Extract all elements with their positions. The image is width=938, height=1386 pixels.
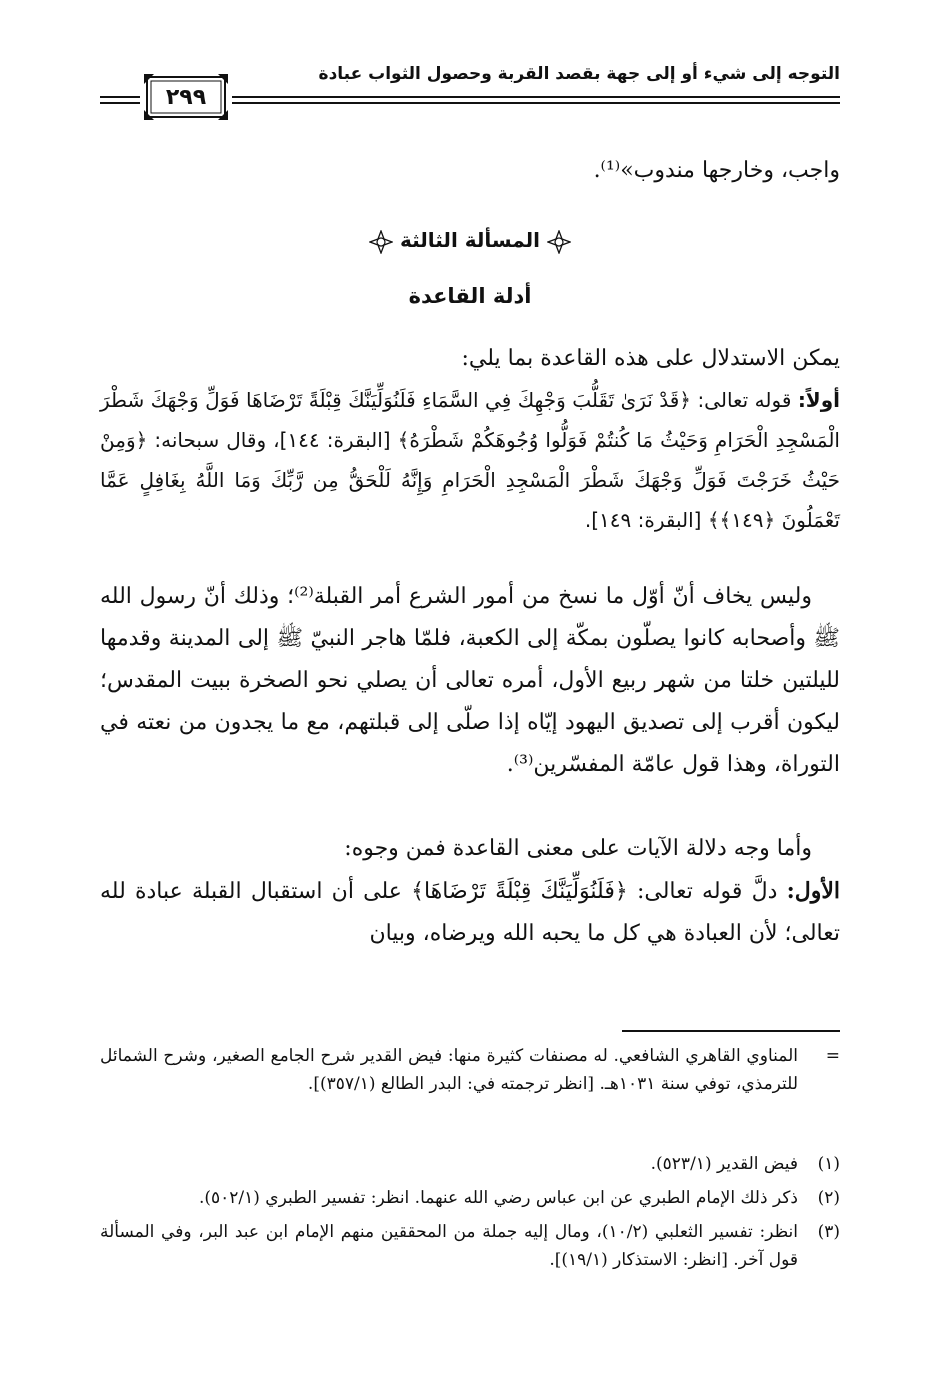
footnote-text: المناوي القاهري الشافعي. له مصنفات كثيرة منها: فيض القدير شرح الجامع الصغير، وشرح الشمائل للترمذي، توفي سنة ١٠٣١هـ. [انظر ترجمته في: البدر الطالع (٣٥٧/١)].	[100, 1046, 798, 1094]
footnote-continued	[100, 1042, 840, 1128]
header-rule	[100, 96, 140, 98]
page-number-frame	[144, 74, 228, 120]
section-title: المسألة الثالثة	[399, 228, 541, 252]
continued-line	[100, 150, 840, 194]
footnote-item	[100, 1150, 840, 1180]
first-label: أولاً:	[797, 388, 840, 412]
intro-paragraph: يمكن الاستدلال على هذه القاعدة بما يلي:	[461, 346, 840, 371]
footnote-mark: (٣)	[817, 1222, 840, 1242]
footnote-mark: =	[825, 1046, 840, 1066]
footnote-divider	[622, 1030, 840, 1032]
main-text	[100, 338, 840, 988]
page-number: ٢٩٩	[165, 84, 207, 110]
header-rule	[232, 102, 840, 104]
section-subtitle: أدلة القاعدة	[408, 284, 532, 308]
first-evidence-text: قوله تعالى: ﴿قَدْ نَرَىٰ تَقَلُّبَ وَجْهِكَ فِي السَّمَاءِ فَلَنُوَلِّيَنَّكَ قِبْلَةً تَرْضَاهَا فَوَلِّ وَجْهَكَ شَطْرَ الْمَسْجِدِ الْحَرَامِ وَحَيْثُ مَا كُنتُمْ فَوَلُّوا وُجُوهَكُمْ شَطْرَهُ﴾ [البقرة: ١٤٤]، وقال سبحانه: ﴿وَمِنْ حَيْثُ خَرَجْتَ فَوَلِّ وَجْهَكَ شَطْرَ الْمَسْجِدِ الْحَرَامِ وَإِنَّهُ لَلْحَقُّ مِن رَّبِّكَ وَمَا اللَّهُ بِغَافِلٍ عَمَّا تَعْمَلُونَ ﴿١٤٩﴾﴾ [البقرة: ١٤٩].	[100, 388, 840, 532]
footnote-mark: (١)	[817, 1154, 840, 1174]
page-header	[100, 60, 840, 130]
footnote-text: انظر: تفسير الثعلبي (١٠/٢)، ومال إليه جملة من المحققين منهم الإمام ابن عبد البر، وفي المسألة قول آخر. [انظر: الاستذكار (١٩/١)].	[100, 1222, 798, 1270]
footnote-mark: (٢)	[817, 1188, 840, 1208]
first-aspect-paragraph	[100, 870, 840, 955]
first-aspect-text: دلَّ قوله تعالى: ﴿فَلَنُوَلِّيَنَّكَ قِبْلَةً تَرْضَاهَا﴾ على أن استقبال القبلة عبادة لله تعالى؛ لأن العبادة هي كل ما يحبه الله ويرضاه، وبيان	[100, 879, 840, 946]
first-aspect-label: الأول:	[786, 878, 840, 904]
first-evidence-paragraph	[100, 380, 840, 540]
header-rule	[100, 102, 140, 104]
footnote-text: ذكر ذلك الإمام الطبري عن ابن عباس رضي الله عنهما. انظر: تفسير الطبري (٥٠٢/١).	[198, 1188, 798, 1208]
section-heading	[100, 228, 840, 254]
ornament-star-icon	[369, 230, 393, 254]
running-title: التوجه إلى شيء أو إلى جهة بقصد القربة وحصول الثواب عبادة	[318, 64, 840, 84]
top-line: واجب، وخارجها مندوب»⁽¹⁾.	[593, 158, 840, 183]
third-paragraph: وأما وجه دلالة الآيات على معنى القاعدة فمن وجوه:	[344, 836, 812, 861]
footnote-text: فيض القدير (٥٢٣/١).	[650, 1154, 798, 1174]
header-rule	[232, 96, 840, 98]
footnote-item	[100, 1218, 840, 1278]
ornament-star-icon	[547, 230, 571, 254]
second-paragraph: وليس يخاف أنّ أوّل ما نسخ من أمور الشرع أمر القبلة⁽²⁾؛ وذلك أنّ رسول الله ﷺ وأصحابه كانوا يصلّون بمكّة إلى الكعبة، فلمّا هاجر النبيّ ﷺ إلى المدينة وقدمها لليلتين خلتا من شهر ربيع الأول، أمره تعالى أن يصلي نحو الصخرة ببيت المقدس؛ ليكون أقرب إلى تصديق اليهود إيّاه إذا صلّى إلى قبلتهم، مع ما يجدون من نعته في التوراة، وهذا قول عامّة المفسّرين⁽³⁾.	[100, 584, 840, 777]
footnote-item	[100, 1184, 840, 1214]
